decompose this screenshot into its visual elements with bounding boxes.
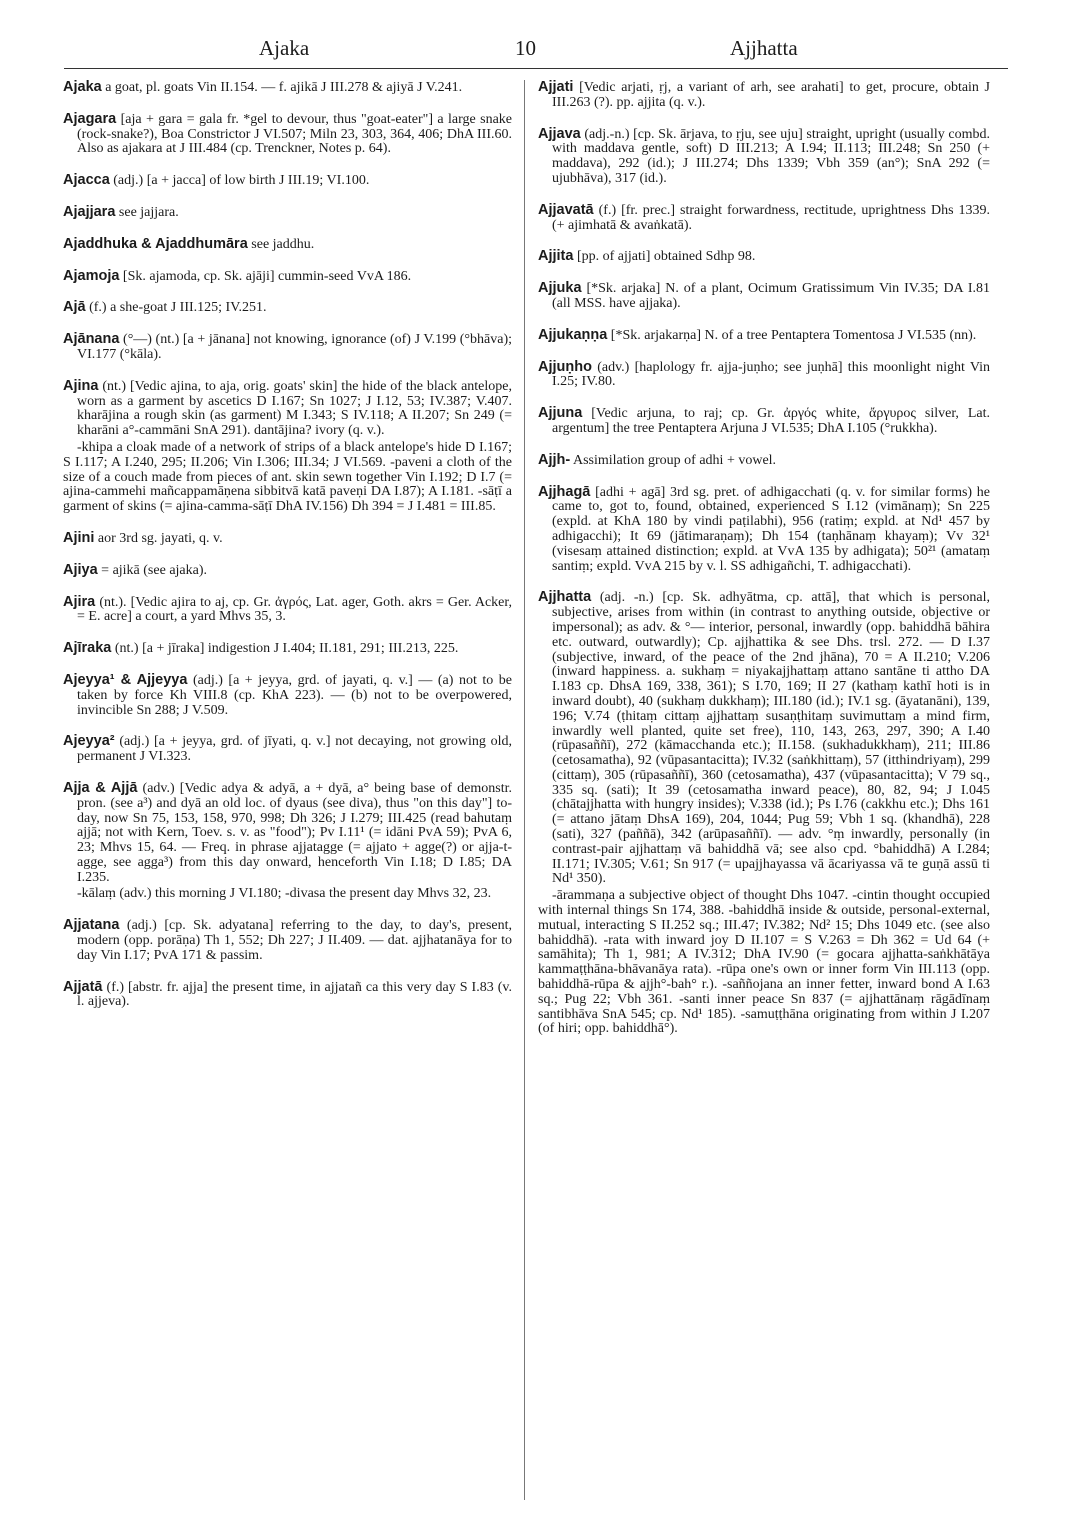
dictionary-entry	[63, 980, 512, 1011]
definition-text: Assimilation group of adhi + vowel.	[572, 452, 777, 468]
dictionary-entry	[63, 918, 512, 963]
entry-definition	[538, 281, 990, 312]
definition-text: (adj.) [a + jeyya, grd. of jayati, q. v.] — (a) not to be taken by force Kh VIII.8 (cp. KhA 223). — (b) not to be overpowered, invincible Sn 288; J V.509.	[77, 672, 512, 718]
entry-definition	[63, 531, 512, 547]
dictionary-entry	[63, 80, 512, 96]
entry-definition	[63, 781, 512, 886]
definition-text: [*Sk. arjaka] N. of a plant, Ocimum Gratissimum Vin IV.35; DA I.81 (all MSS. have ajjaka).	[552, 281, 991, 311]
definition-text: [Sk. ajamoda, cp. Sk. ajāji] cummin-seed VvA 186.	[122, 268, 412, 284]
definition-text: (f.) [abstr. fr. ajja] the present time, in ajjatañ ca this very day S I.83 (v. l. ajjeva).	[77, 979, 512, 1010]
entry-definition	[538, 203, 990, 234]
entry-definition	[538, 360, 990, 391]
headword: Ajjatana	[63, 917, 120, 934]
definition-text: (adj.-n.) [cp. Sk. ārjava, to ṛju, see uju] straight, upright (usually combd. with maddava gentle, soft) D III.213; A I.94; II.113; III.248; Sn 250 (+ maddava), 292 (id.); J III.274; Dhs 1339; Vbh 359 (an°); SnA 292 (= ujubhāva), 317 (id.).	[552, 126, 990, 186]
entry-definition	[63, 563, 512, 579]
headword: Ajjita	[538, 248, 574, 265]
headword: Ajjati	[538, 79, 574, 95]
headword: Ajīraka	[63, 640, 112, 657]
entry-definition	[538, 453, 990, 469]
headword: Ajjukaṇṇa	[538, 326, 608, 343]
dictionary-entry	[538, 249, 990, 265]
dictionary-entry	[63, 269, 512, 285]
entry-definition	[538, 127, 990, 187]
dictionary-entry	[63, 237, 512, 253]
dictionary-entry	[63, 173, 512, 189]
headword: Ajina	[63, 377, 99, 394]
entry-definition	[538, 485, 990, 575]
definition-text: (adv.) [Vedic adya & adyā, a + dyā, a° being base of demonstr. pron. (see a³) and dyā an old loc. of dyaus (see diva), thus "on this day"] to-day, now Sn 75, 153, 158, 970, 998; Dh 326; J I.279; III.425 (read bahutaṃ ajjā; not with Kern, Toev. s. v. as "food"); Pv I.11¹ (= idāni PvA 59); PvA 6, 23; Mhvs 15, 64. — Freq. in phrase ajjatagge (= ajjato + agge(?) or ajja-t-agge, see agga³) from this day onward, henceforth Vin I.18; D I.85; DA I.235.	[77, 780, 512, 885]
dictionary-entry	[63, 205, 512, 221]
definition-text: see jajjara.	[118, 204, 179, 220]
page-number: 10	[515, 36, 536, 60]
entry-definition	[63, 112, 512, 157]
headword: Ajeyya¹ & Ajjeyya	[63, 671, 188, 688]
entry-definition	[63, 980, 512, 1011]
headword: Ajjhatta	[538, 589, 592, 606]
dictionary-entry	[63, 379, 512, 515]
dictionary-entry	[63, 332, 512, 363]
headword: Ajjh-	[538, 451, 571, 468]
headword: Ajagara	[63, 110, 117, 127]
dictionary-entry	[63, 300, 512, 316]
headword: Ajiya	[63, 561, 98, 578]
definition-text: (nt.) [a + jīraka] indigestion J I.404; II.181, 291; III.213, 225.	[114, 641, 459, 657]
dictionary-entry	[538, 328, 990, 344]
headword: Ajjava	[538, 125, 581, 142]
entry-definition	[63, 80, 512, 96]
dictionary-entry	[63, 641, 512, 657]
entry-definition	[63, 237, 512, 253]
dictionary-entry	[538, 80, 990, 111]
compound-subentry: -khipa a cloak made of a network of strips of a black antelope's hide D I.167; S I.117; A I.240, 295; II.206; Vin I.306; III.34; J VI.569. -paveni a cloth of the size of a couch made from pieces of ant. skin sewn together Vin I.192; D I.7 (= ajina-cammehi mañcappamāṇena sibbitvā katā paveṇi DA I.87); A I.181. -sāṭī a garment of skins (= ajina-camma-sāṭī DhA IV.156) Dh 394 = J I.481 = III.85.	[63, 439, 512, 515]
entry-definition	[63, 300, 512, 316]
definition-text: (°—) (nt.) [a + jānana] not knowing, ignorance (of) J V.199 (°bhāva); VI.177 (°kāla).	[77, 332, 513, 362]
definition-text: (nt.) [Vedic ajina, to aja, orig. goats' skin] the hide of the black antelope, worn as a garment by ascetics D I.167; Sn 1027; J I.12, 53; IV.387; V.407. kharājina a rough skin (as garment) M I.343; S IV.118; A II.207; Sn 249 (= kharāni a°-cammāni SnA 291). dantājina? ivory (q. v.).	[77, 378, 512, 439]
definition-text: aor 3rd sg. jayati, q. v.	[97, 530, 223, 546]
dictionary-entry	[63, 563, 512, 579]
dictionary-entry	[538, 453, 990, 469]
definition-text: [*Sk. arjakarṇa] N. of a tree Pentaptera Tomentosa J VI.535 (nn).	[610, 327, 977, 343]
column-divider	[524, 80, 525, 1500]
dictionary-entry	[538, 406, 990, 437]
entry-definition	[63, 205, 512, 221]
definition-text: (adv.) [haplology fr. ajja-juṇho; see juṇhā] this moonlight night Vin I.25; IV.80.	[552, 359, 990, 390]
dictionary-entry	[63, 673, 512, 718]
headword: Ajjatā	[63, 978, 103, 995]
headword: Ajānana	[63, 331, 120, 348]
entry-definition	[63, 918, 512, 963]
running-header	[0, 36, 1073, 66]
header-left-guideword: Ajaka	[259, 36, 310, 60]
definition-text: = ajikā (see ajaka).	[101, 562, 208, 578]
dictionary-entry	[538, 127, 990, 187]
entry-definition	[63, 332, 512, 363]
definition-text: [adhi + agā] 3rd sg. pret. of adhigacchati (q. v. for similar forms) he came to, got to, found, obtained, experienced S I.12 (vimānaṃ); Sn 225 (expld. at KhA 180 by vindi paṭilabhi), 956 (ratiṃ; expld. at Nd¹ 457 by adhigacchi); It 69 (jātimaraṇaṃ); Dh 154 (taṇhānaṃ khayaṃ); Vv 32¹ (visesaṃ attained distinction; expld. at VvA 135 by adhigata); 50²¹ (amataṃ santiṃ; expld. VvA 215 by v. l. SS adhigañchi, T. adhigacchati).	[552, 484, 991, 574]
headword: Ajaka	[63, 79, 102, 95]
dictionary-entry	[538, 360, 990, 391]
definition-text: (adj.) [cp. Sk. adyatana] referring to the day, to day's, present, modern (opp. porāṇa) Th 1, 552; Dh 227; J II.409. — dat. ajjhatanāya for to day Vin I.17; PvA 171 & passim.	[77, 918, 512, 963]
definition-text: (adj.) [a + jacca] of low birth J III.19; VI.100.	[113, 173, 370, 189]
entry-definition	[538, 590, 990, 887]
entry-definition	[63, 379, 512, 439]
header-rule	[64, 68, 1008, 69]
definition-text: [pp. of ajjati] obtained Sdhp 98.	[576, 249, 756, 265]
compound-subentry: -kālaṃ (adv.) this morning J VI.180; -divasa the present day Mhvs 32, 23.	[77, 886, 492, 902]
definition-text: (adj. -n.) [cp. Sk. adhyātma, cp. attā], that which is personal, subjective, arises from within (in contrast to anything outside, objective or impersonal); as adv. & °— interior, personal, inwardly (opp. bahiddhā bāhira etc. outward, outwardly); Cp. ajjhattika & see Dhs. trsl. 272. — D I.37 (subjective, inward, of the peace of the 2nd jhāna), 70 = A II.210; V.206 (inward happiness. a. sukhaṃ = niyakajjhattaṃ attano santāne ti attho DA I.183 cp. DhsA 169, 338, 361); S I.70, 169; II 27 (kathaṃ kathī hoti is in inward doubt), 40 (sukhaṃ dukkhaṃ); III.180 (id.); IV.1 sg. (āyatanāni), 139, 196; V.74 (ṭhitaṃ cittaṃ ajjhattaṃ susaṇṭhitaṃ suvimuttaṃ a mind firm, inwardly well planted, quite set free), 110, 143, 263, 297, 390; A I.40 (rūpasaññī), 272 (kāmacchanda etc.); II.158. (sukhadukkhaṃ), 211; III.86 (cetosamatha), 92 (vūpasantacitta); IV.32 (saṅkhittaṃ), 57 (itthindriyaṃ), 299 (cittaṃ), 305 (rūpasaññī), 360 (cetosamatha), 437 (vūpasantacitta); V 79 sq., 335 sq. (sati); It 39 (cetosamatha inward peace), 80, 82, 94; J I.045 (chātajjhatta with hungry insides); V.338 (id.); Ps I.76 (cakkhu etc.); Dhs 161 (= attano jātaṃ DhsA 169), 204, 1044; Pug 59; Vbh 1 sq. (khandhā), 228 (sati), 327 (paññā), 342 (arūpasaññī). — adv. °ṃ inwardly, personally (in contrast-pair ajjhattaṃ vā bahiddhā vā; see also cpd. °bahiddhā) A I.284; II.171; IV.305; V.61; Sn 917 (= upajjhayassa vā ācariyassa vā te guṇā assū ti Nd¹ 350).	[552, 590, 991, 887]
definition-text: (f.) a she-goat J III.125; IV.251.	[89, 300, 267, 316]
headword: Ajajjara	[63, 203, 116, 220]
dictionary-entry	[63, 734, 512, 765]
headword: Ajā	[63, 299, 86, 316]
dictionary-entry	[538, 590, 990, 1037]
headword: Ajira	[63, 593, 96, 610]
definition-text: [Vedic arjuna, to raj; cp. Gr. ἀργός white, ἄργυρος silver, Lat. argentum] the tree Pentaptera Arjuna J VI.535; DhA I.105 (°rukkha).	[552, 406, 990, 436]
dictionary-entry	[63, 781, 512, 902]
dictionary-entry	[538, 203, 990, 234]
definition-text: (nt.). [Vedic ajira to aj, cp. Gr. ἀγρός, Lat. ager, Goth. akrs = Ger. Acker, = E. acre] a court, a yard Mhvs 35, 3.	[77, 594, 512, 625]
entry-definition	[63, 269, 512, 285]
compound-subentry: -ārammaṇa a subjective object of thought Dhs 1047. -cintin thought occupied with internal things Sn 174, 388. -bahiddhā inside & outside, personal-external, mutual, interacting S II.252 sq.; III.47; IV.382; Nd² 15; Dhs 1049 etc. (see also bahiddhā). -rata with inward joy D II.107 = S V.263 = Dh 362 = Ud 64 (+ samāhita); Th 1, 981; A IV.312; DhA IV.90 (= gocara ajjhatta-saṅkhātāya kammaṭṭhāna-bhāvanāya rata). -rūpa one's own or inner form Vin III.113 (opp. bahiddhā-rūpa & ajjh°-bah° r.). -saññojana an inner fetter, inward bond A I.63 sq.; Pug 22; Vbh 361. -santi inner peace Sn 837 (= ajjhattānaṃ rāgādīnaṃ santibhāva SnA 545; cp. Nd¹ 185). -samuṭṭhāna originating from within J I.207 (of hiri; opp. bahiddhā°).	[538, 888, 990, 1037]
headword: Ajjuṇho	[538, 358, 592, 375]
left-column	[63, 80, 512, 1026]
entry-definition	[538, 406, 990, 437]
definition-text: [aja + gara = gala fr. *gel to devour, thus "goat-eater"] a large snake (rock-snake?), Boa Constrictor J VI.507; Miln 23, 303, 364, 406; DhA III.60. Also as ajakara at J III.484 (cp. Trenckner, Notes p. 64).	[77, 111, 513, 157]
entry-definition	[538, 328, 990, 344]
headword: Ajeyya²	[63, 733, 115, 750]
headword: Ajjuka	[538, 280, 582, 297]
definition-text: see jaddhu.	[251, 236, 315, 252]
headword: Ajamoja	[63, 267, 120, 284]
entry-definition	[63, 734, 512, 765]
headword: Ajjuna	[538, 405, 583, 422]
entry-definition	[63, 641, 512, 657]
right-column	[538, 80, 990, 1053]
headword: Ajaddhuka & Ajaddhumāra	[63, 235, 248, 252]
dictionary-entry	[538, 281, 990, 312]
dictionary-entry	[63, 531, 512, 547]
dictionary-entry	[63, 112, 512, 157]
headword: Ajja & Ajjā	[63, 779, 138, 796]
headword: Ajini	[63, 529, 95, 546]
definition-text: (f.) [fr. prec.] straight forwardness, rectitude, uprightness Dhs 1339. (+ ajimhatā & avaṅkatā).	[552, 202, 991, 233]
definition-text: [Vedic arjati, ṛj, a variant of arh, see arahati] to get, procure, obtain J III.263 (?). pp. ajjita (q. v.).	[552, 80, 991, 110]
entry-definition	[63, 673, 512, 718]
definition-text: (adj.) [a + jeyya, grd. of jīyati, q. v.] not decaying, not growing old, permanent J VI.323.	[77, 734, 513, 765]
headword: Ajjavatā	[538, 201, 594, 218]
header-right-guideword: Ajjhatta	[730, 36, 798, 60]
headword: Ajjhagā	[538, 483, 591, 500]
entry-definition	[63, 595, 512, 626]
entry-definition	[63, 173, 512, 189]
dictionary-entry	[63, 595, 512, 626]
dictionary-entry	[538, 485, 990, 575]
entry-definition	[538, 80, 990, 111]
headword: Ajacca	[63, 172, 110, 189]
entry-definition	[538, 249, 990, 265]
definition-text: a goat, pl. goats Vin II.154. — f. ajikā J III.278 & ajiyā J V.241.	[105, 80, 463, 95]
